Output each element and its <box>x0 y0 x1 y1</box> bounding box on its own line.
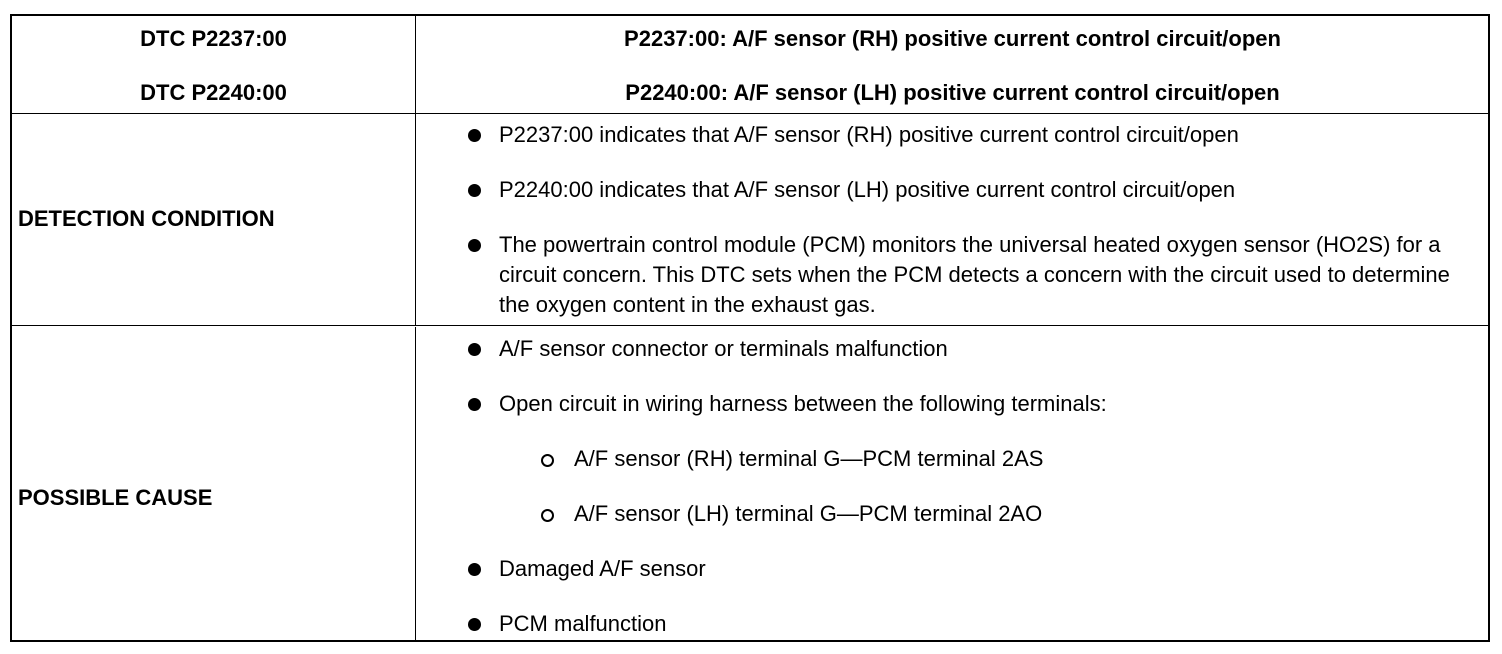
cause-item: PCM malfunction <box>499 611 667 636</box>
dtc-table <box>10 14 1490 642</box>
dtc-description-cell <box>417 16 1488 113</box>
dtc-code-2: DTC P2240:00 <box>140 80 287 105</box>
bullet-icon <box>468 563 481 576</box>
bullet-icon <box>468 184 481 197</box>
detection-item: P2240:00 indicates that A/F sensor (LH) positive current control circuit/open <box>499 177 1236 202</box>
dtc-code-1: DTC P2237:00 <box>140 26 287 51</box>
cause-label-cell <box>12 327 416 642</box>
bullet-icon <box>468 343 481 356</box>
cause-content-cell <box>417 327 1488 642</box>
detection-content-cell <box>417 114 1488 325</box>
detection-condition-row <box>12 114 1488 326</box>
possible-cause-label: POSSIBLE CAUSE <box>18 485 213 510</box>
header-row <box>12 16 1488 114</box>
bullet-icon <box>468 398 481 411</box>
bullet-icon <box>468 129 481 142</box>
detection-item: The powertrain control module (PCM) monitors the universal heated oxygen sensor (HO2S) for a circuit concern. This DTC sets when the PCM detects a concern with the circuit used to determine the oxygen content in the exhaust gas. <box>499 232 1450 317</box>
open-circle-bullet-icon <box>541 454 554 467</box>
dtc-description-1: P2237:00: A/F sensor (RH) positive current control circuit/open <box>624 26 1281 51</box>
possible-cause-row <box>12 327 1488 642</box>
cause-subitem: A/F sensor (LH) terminal G—PCM terminal 2AO <box>574 501 1043 526</box>
cause-item: Damaged A/F sensor <box>499 556 706 581</box>
dtc-code-cell <box>12 16 416 113</box>
detection-item: P2237:00 indicates that A/F sensor (RH) positive current control circuit/open <box>499 122 1239 147</box>
dtc-description-2: P2240:00: A/F sensor (LH) positive current control circuit/open <box>625 80 1280 105</box>
bullet-icon <box>468 239 481 252</box>
detection-condition-label: DETECTION CONDITION <box>18 206 275 231</box>
cause-item: Open circuit in wiring harness between the following terminals: <box>499 391 1107 416</box>
bullet-icon <box>468 618 481 631</box>
cause-subitem: A/F sensor (RH) terminal G—PCM terminal 2AS <box>574 446 1044 471</box>
detection-label-cell <box>12 114 416 325</box>
cause-item: A/F sensor connector or terminals malfunction <box>499 336 948 361</box>
open-circle-bullet-icon <box>541 509 554 522</box>
